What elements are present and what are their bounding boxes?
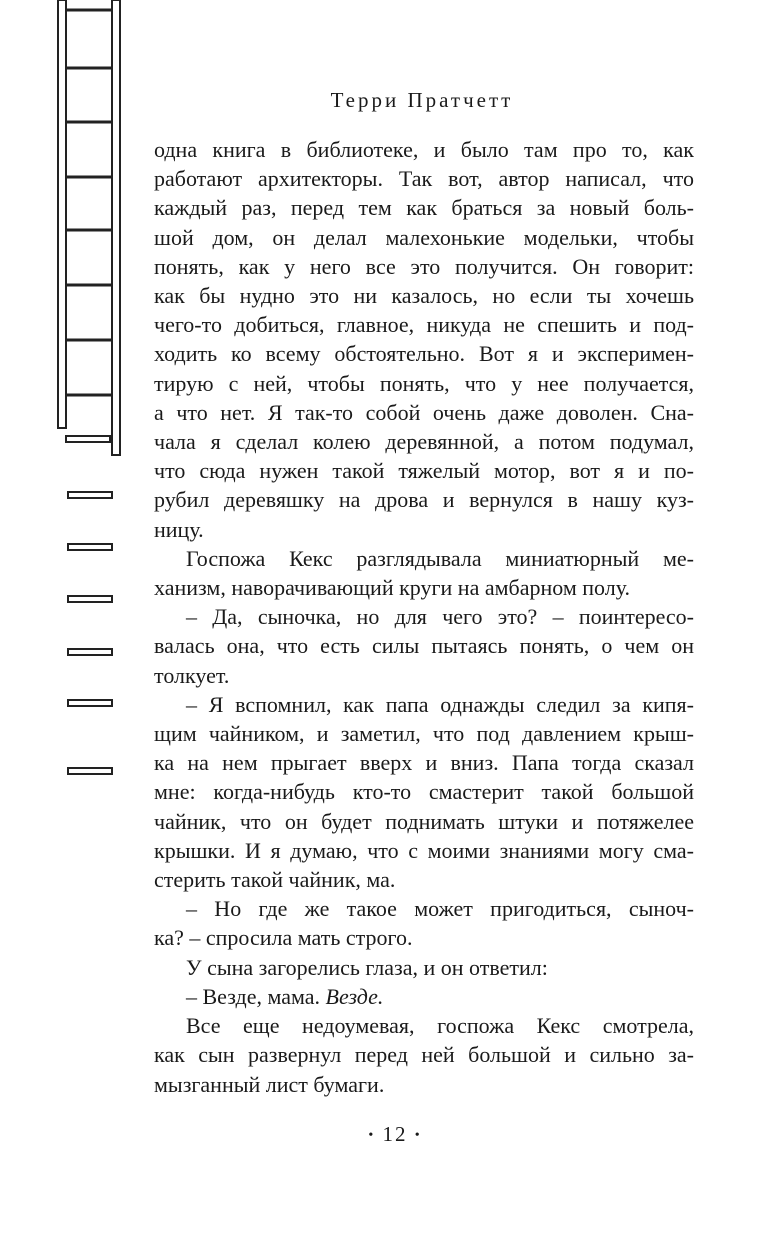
text-line: каждый раз, перед тем как браться за новый боль- — [154, 195, 694, 221]
text-line-italic: Везде. — [325, 983, 384, 1009]
text-line: а что нет. Я так-то собой очень даже доволен. Сна- — [154, 399, 694, 425]
text-line: шой дом, он делал малехонькие модельки, чтобы — [154, 224, 694, 250]
text-line: ка на нем прыгает вверх и вниз. Папа тогда сказал — [154, 750, 694, 776]
running-header: Терри Пратчетт — [330, 88, 514, 112]
text-line: ханизм, наворачивающий круги на амбарном полу. — [154, 575, 631, 601]
text-line: валась она, что есть силы пытаясь понять, о чем он — [154, 633, 694, 659]
text-line: чего-то добиться, главное, никуда не спешить и под- — [154, 312, 694, 338]
text-line: Все еще недоумевая, госпожа Кекс смотрела, — [186, 1013, 694, 1039]
text-line: стерить такой чайник, ма. — [154, 867, 396, 893]
text-line: работают архитекторы. Так вот, автор написал, что — [154, 166, 694, 192]
text-line: как бы нудно это ни казалось, но если ты хочешь — [154, 283, 694, 309]
body-text — [154, 135, 694, 1099]
text-line: одна книга в библиотеке, и было там про то, как — [154, 137, 694, 162]
page-number — [330, 1122, 460, 1147]
text-line: мне: когда-нибудь кто-то смастерит такой большой — [154, 779, 694, 805]
text-line-lead: – Везде, мама. — [186, 983, 326, 1009]
text-line: Госпожа Кекс разглядывала миниатюрный ме- — [186, 545, 694, 571]
text-line: что сюда нужен такой тяжелый мотор, вот я и по- — [154, 458, 694, 484]
page-number-marker-right: • — [414, 1128, 422, 1144]
text-line: – Я вспомнил, как папа однажды следил за кипя- — [186, 691, 694, 717]
text-line: У сына загорелись глаза, и он ответил: — [186, 954, 548, 980]
text-line: крышки. И я думаю, что с моими знаниями могу сма- — [154, 837, 694, 863]
text-line: щим чайником, и заметил, что под давлением крыш- — [154, 721, 694, 747]
text-line: тирую с ней, чтобы понять, что у нее получается, — [154, 370, 694, 396]
ladder-decoration — [0, 0, 130, 790]
text-line: ходить ко всему обстоятельно. Вот я и эксперимен- — [154, 341, 694, 367]
text-line: понять, как у него все это получится. Он говорит: — [154, 253, 694, 279]
text-line: рубил деревяшку на дрова и вернулся в нашу куз- — [154, 487, 694, 513]
text-line: чала я сделал колею деревянной, а потом подумал, — [154, 429, 694, 455]
text-line: ка? – спросила мать строго. — [154, 925, 413, 951]
page-number-marker-left: • — [368, 1128, 376, 1144]
text-line: мызганный лист бумаги. — [154, 1071, 385, 1097]
text-line: толкует. — [154, 662, 230, 688]
text-line: как сын развернул перед ней большой и сильно за- — [154, 1042, 694, 1068]
text-line: ницу. — [154, 516, 204, 542]
text-line — [154, 982, 694, 1011]
text-line: чайник, что он будет поднимать штуки и потяжелее — [154, 808, 694, 834]
text-line: – Но где же такое может пригодиться, сыноч- — [186, 896, 694, 922]
text-line: – Да, сыночка, но для чего это? – поинтересо- — [186, 604, 694, 630]
page-number-value: 12 — [382, 1122, 408, 1146]
